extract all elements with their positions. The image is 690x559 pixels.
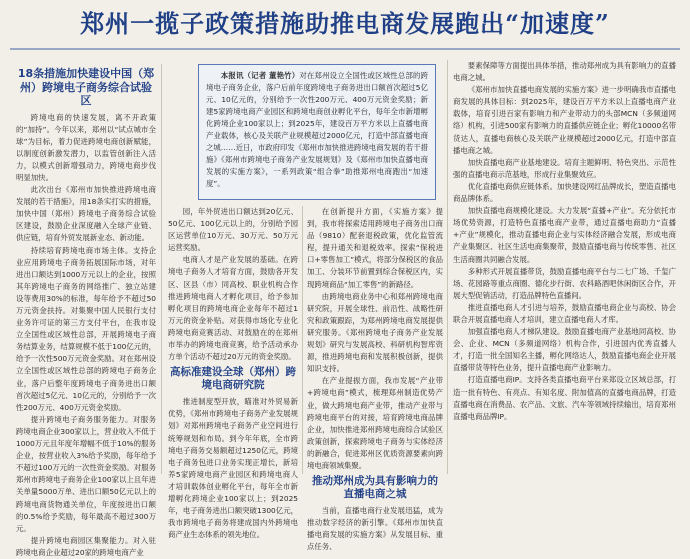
summary-body: 对在郑州设立全国性或区域性总部的跨境电子商务企业，落户后前年度跨境电子商务进出口额首次超过5亿元、10亿元的，分别给予一次性200万元、400万元资金奖励；新建5家跨境电商产业园区和跨境电商创业孵化平台，每年全市新增孵化跨境企业100家以上；到2025年，建设百万平方米以上直播电商产业载体，核心及关联产业规模超过2000亿元，打造中部直播电商之城……近日，市政府印发《郑州市加快推进跨境电商发展的若干措施》《郑州市跨境电子商务产业发展规划》及《郑州市加快直播电商发展的实施方案》，一系列政策“组合拳”助推郑州电商跑出“加速度”。 [206,71,428,188]
summary-text [206,70,428,190]
paragraph: 在创新提升方面，《实施方案》提到，我市将探索适用跨境电子商务出口商品（9810）配套退税政策，优化监管流程，提升通关和退税效率。探索“保税进口+零售加工”模式，将部分保税区的食品加工、分装环节前置到综合保税区内，实现跨境商品“加工零售”的新路径。 [307,207,443,289]
headline-rule [10,48,680,50]
paragraph: 推进制度型开放，瞄准对外贸易新优势，《郑州市跨境电子商务产业发展规划》对郑州跨境电子商务产业空间进行统筹规划和布局。到今年年底，全市跨境电子商务交易额超过1250亿元，跨境电子商务包进口业务实现正增长，新培养5家跨境电商产业园区和跨境电商人才培训载体创业孵化平台，每年全市新增孵化跨境企业100家以上；到2025年，电子商务进出口额突破1300亿元，我市跨境电子商务将建成国内外跨境电商产业生态体系的领先地位。 [168,397,298,540]
column-3 [307,206,443,552]
paragraph: 加强直播电商人才梯队建设。鼓励直播电商产业基地同高校、协会、企业、MCN（多频道网络）机构合作，引进国内优秀直播人才，打造一批全国知名主播，孵化网络达人，鼓励直播电商企业开展直播带货等特色业务，提升直播电商产业影响力。 [453,327,676,373]
summary-lead: 本报讯（记者 董艳竹） [220,71,300,80]
column-divider [302,206,303,474]
paragraph: 当前，直播电商行业发展迅猛，成为推动数字经济的新引擎。《郑州市加快直播电商发展的实施方案》从发展目标、重点任务、 [307,506,443,552]
column-divider [161,64,162,474]
paragraph: 电商人才是产业发展的基础。在跨境电子商务人才培育方面，鼓励各开发区、区县（市）同高校、职业机构合作推进跨境电商人才孵化项目，给予参加孵化项目的跨境电商企业每年不超过1万元的资金补贴。对获得市场化专业化跨境电商竞赛活动、对鼓励在的在郑州市举办的跨境电商竞赛，给予活动承办方单个活动不超过20万元的资金奖励。 [168,255,298,362]
paragraph: 优化直播电商供应链体系。加快建设网红品牌成长，塑造直播电商品牌体系。 [453,181,676,204]
paragraph: 要素保障等方面提出具体举措，推动郑州成为具有影响力的直播电商之城。 [453,61,676,83]
summary-box [198,64,436,200]
section-heading-3: 推动郑州成为具有影响力的直播电商之城 [312,475,438,501]
paragraph: 园，年外贸进出口额达到20亿元、50亿元、100亿元以上的，分别给予园区运营单位10万元、30万元、50万元运营奖励。 [168,207,298,253]
column-2 [168,206,298,540]
paragraph: 加快直播电商产业基地建设。培育主题鲜明、特色突出、示范性强的直播电商示范基地，形成行业集聚效应。 [453,157,676,179]
paragraph: 多种形式开展直播带货，鼓励直播电商平台与二七广场、千玺广场、花园路等重点商圈、德化步行街、农科路酒吧休闲街区合作，开展大型促销活动，打造品牌特色直播间。 [453,266,676,300]
paragraph: 跨境电商的快速发展，离不开政策的“加持”。今年以来，郑州以“试点城市全球”为目标，着力促进跨境电商创新赋能，以制度创新激发潜力，以监管创新注入活力，以模式创新增强动力，跨境电商步伐明显加快。 [16,112,156,182]
paragraph: 《郑州市加快直播电商发展的实施方案》进一步明确我市直播电商发展的具体目标：到2025年，建设百万平方米以上直播电商产业载体，培育引进百家有影响力和产业带动力的头部MCN（多频道网络）机构，引进500家有影响力的直播供应链企业；孵化10000名带货达人，直播电商核心及关联产业规模超过2000亿元，打造中部直播电商之城。 [453,85,676,155]
paragraph: 推进直播电商人才引进与培养，鼓励直播电商企业与高校、协会联合开展直播电商人才培训，建立直播电商人才库。 [453,302,676,324]
paragraph: 打造直播电商IP。支持各类直播电商平台来郑设立区域总部，打造一批有特色、有亮点、有知名度、附加值高的直播电商品牌，打造直播电商在消费品、农产品、文旅、汽车等领域持续输出，培育郑州直播电商品牌IP。 [453,375,676,421]
paragraph: 提升跨境电商园区集聚能力。对入驻跨境电商企业超过20家的跨境电商产业 [16,535,156,557]
column-divider [447,60,448,474]
headline: 郑州一揽子政策措施助推电商发展跑出“加速度” [80,9,610,38]
paragraph: 此次出台《郑州市加快推进跨境电商发展的若干措施》，用18条实打实的措施，加快中国（郑州）跨境电子商务综合试验区建设，鼓励企业深度融入全球产业链、供应链，培育外贸发展新业态、新动能。 [16,185,156,243]
paragraph: 提升跨境电子商务服务能力。对服务跨境电商企业300家以上，营业收入不低于1000万元且年度年增幅不低于10%的服务企业，按营业收入3%给予奖励，每年给予不超过100万元的一次性资金奖励。对服务郑州市跨境电子商务企业100家以上且年进关单量5000万单、进出口额50亿元以上的跨境电商货物通关单位，年度按进出口额的0.5%给予奖励，每年最高不超过300万元。 [16,414,156,533]
paragraph: 在产业提振方面，我市发展“产业带+跨境电商”模式，梳理郑州制造优势产业，做大跨境电商产业带，推动产业带与跨境电商平台的对接，培育跨境电商品牌企业，加快推进郑州跨境电商综合试验区政策创新，探索跨境电子商务与实体经济的新融合，促进郑州区优质资源要素向跨境电商领域集聚。 [307,376,443,470]
section-heading-2: 高标准建设全球（郑州）跨境电商研究院 [170,366,296,392]
section-heading-1: 18条措施加快建设中国（郑州）跨境电子商务综合试验区 [17,67,155,107]
column-1 [16,64,156,557]
paragraph: 加快直播电商规模化建设。大力发展“直播+产业”。充分依托市场优势资源，打造特色直播电商产业带，通过直播电商助力“直播+产业”规模化，推动直播电商企业与实体经济融合发展，形成电商产业集聚区、社区生活电商集聚带，鼓励直播电商与传统零售、社区生活商圈共同融合发展。 [453,206,676,264]
paragraph: 持续培育跨境电商市场主体。支持企业应用跨境电子商务拓展国际市场，对年进出口额达到1000万元以上的企业，按照其年跨境电子商务的网络推广、独立站建设等费用30%的标准，每年给予不超过50万元资金扶持。对集聚中国人民银行支付业务许可证的第三方支付平台，在我市设立全国性或区域性总部，开展跨境电子商务结算业务，结算规模不低于100亿元的，给予一次性500万元资金奖励。对在郑州设立全国性或区域性总部的跨境电子商务企业，落户后整年度跨境电子商务进出口额首次超过5亿元、10亿元的，分别给予一次性200万元、400万元资金奖励。 [16,245,156,412]
column-4 [453,60,676,474]
paragraph: 由跨境电商业务中心和郑州跨境电商研究院，开展全球性、前沿性、战略性研究和政策跟踪，为郑州跨境电商发展提供研究服务。《郑州跨境电子商务产业发展规划》研究与发展高校、科研机构智库资源，推进跨境电商和发展积极创新，提供知识支持。 [307,291,443,374]
